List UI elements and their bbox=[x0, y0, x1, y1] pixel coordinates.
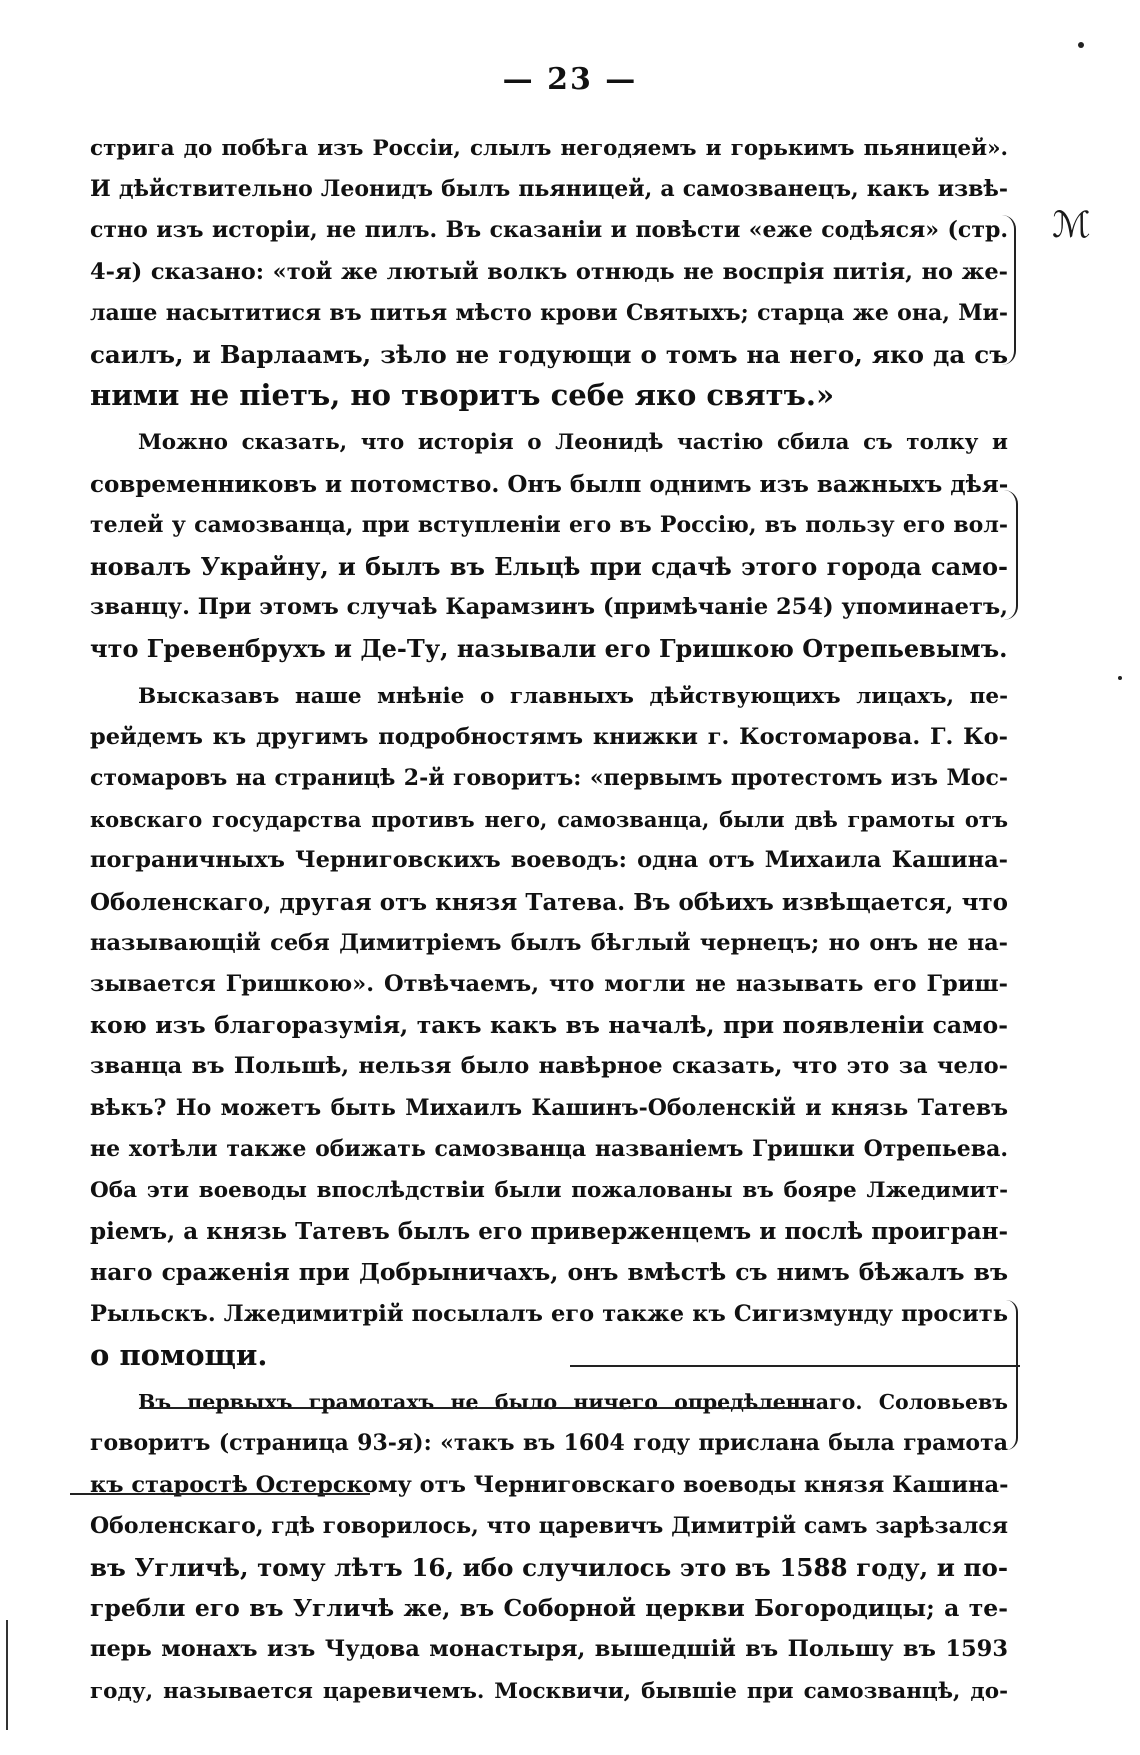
text-line: телей у самозванца, при вступленіи его въ Россію, въ пользу его вол- bbox=[90, 511, 1008, 538]
text-line: въ Угличѣ, тому лѣтъ 16, ибо случилось это въ 1588 году, и по- bbox=[90, 1552, 1008, 1582]
text-line: о помощи. bbox=[90, 1337, 268, 1372]
text-line: рейдемъ къ другимъ подробностямъ книжки г. Костомарова. Г. Ко- bbox=[90, 723, 1008, 750]
text-line: говоритъ (страница 93-я): «такъ въ 1604 году прислана была грамота bbox=[90, 1430, 1008, 1457]
text-line: стрига до побѣга изъ Россіи, слылъ негодяемъ и горькимъ пьяницей». bbox=[90, 136, 1008, 161]
paragraph-1 bbox=[90, 128, 1008, 416]
text-line: званца въ Польшѣ, нельзя было навѣрное сказать, что это за чело- bbox=[90, 1053, 1008, 1080]
text-line: званцу. При этомъ случаѣ Карамзинъ (примѣчаніе 254) упоминаетъ, bbox=[90, 594, 1008, 621]
margin-bracket-3 bbox=[1006, 1300, 1018, 1450]
text-line: не хотѣли также обижать самозванца названіемъ Гришки Отрепьева. bbox=[90, 1135, 1008, 1162]
scan-speck bbox=[1118, 676, 1122, 680]
page-number: — 23 — bbox=[502, 62, 638, 97]
text-line: стно изъ исторіи, не пилъ. Въ сказаніи и повѣсти «еже содѣяся» (стр. bbox=[90, 217, 1008, 244]
text-line: новалъ Украйну, и былъ въ Ельцѣ при сдачѣ этого города само- bbox=[90, 552, 1008, 582]
margin-bracket-1 bbox=[1000, 215, 1016, 365]
scan-speck bbox=[1078, 42, 1084, 48]
paragraph-4 bbox=[90, 1382, 1008, 1712]
text-line: вѣкъ? Но можетъ быть Михаилъ Кашинъ-Оболенскій и князь Татевъ bbox=[90, 1094, 1008, 1121]
text-line: лаше насытитися въ питья мѣсто крови Святыхъ; старца же она, Ми- bbox=[90, 299, 1008, 326]
text-line: году, называется царевичемъ. Москвичи, бывшіе при самозванцѣ, до- bbox=[90, 1678, 1008, 1704]
scan-edge-line bbox=[6, 1620, 8, 1730]
text-line: зывается Гришкою». Отвѣчаемъ, что могли не называть его Гриш- bbox=[90, 971, 1008, 998]
handwritten-underline bbox=[70, 1493, 370, 1495]
text-line: стомаровъ на страницѣ 2-й говоритъ: «первымъ протестомъ изъ Мос- bbox=[90, 765, 1008, 792]
paragraph-3 bbox=[90, 676, 1008, 1376]
text-line: къ старостѣ Остерскому отъ Черниговскаго воеводы князя Кашина- bbox=[90, 1471, 1009, 1498]
paragraph-2 bbox=[90, 422, 1008, 669]
text-line: пограничныхъ Черниговскихъ воеводъ: одна отъ Михаила Кашина- bbox=[90, 847, 1008, 874]
text-line: называющій себя Димитріемъ былъ бѣглый чернецъ; но онъ не на- bbox=[90, 929, 1008, 956]
text-line: Оболенскаго, другая отъ князя Татева. Въ обѣихъ извѣщается, что bbox=[90, 888, 1008, 916]
text-line: современниковъ и потомство. Онъ былп однимъ изъ важныхъ дѣя- bbox=[90, 470, 1009, 498]
text-line: перь монахъ изъ Чудова монастыря, вышедшій въ Польшу въ 1593 bbox=[90, 1636, 1008, 1663]
text-line: саилъ, и Варлаамъ, зѣло не годующи о томъ на него, яко да съ bbox=[90, 340, 1008, 370]
body-text bbox=[90, 128, 1008, 1718]
text-line: кою изъ благоразумія, такъ какъ въ началѣ, при появленіи само- bbox=[90, 1011, 1008, 1040]
text-line: 4-я) сказано: «той же лютый волкъ отнюдь не воспрія питія, но же- bbox=[90, 258, 1008, 285]
handwritten-underline bbox=[140, 1407, 810, 1409]
handwritten-margin-note: ℳ bbox=[1052, 205, 1091, 246]
handwritten-underline bbox=[570, 1365, 1020, 1367]
text-line: Высказавъ наше мнѣніе о главныхъ дѣйствующихъ лицахъ, пе- bbox=[138, 683, 1008, 709]
text-line: Рыльскъ. Лжедимитрій посылалъ его также къ Сигизмунду просить bbox=[90, 1300, 1008, 1327]
text-line: ковскаго государства противъ него, самозванца, были двѣ грамоты отъ bbox=[90, 807, 1008, 833]
text-line: ними не піетъ, но творитъ себе яко святъ.» bbox=[90, 378, 835, 413]
text-line: Оболенскаго, гдѣ говорилось, что царевичъ Димитрій самъ зарѣзался bbox=[90, 1512, 1008, 1539]
text-line: Можно сказать, что исторія о Леонидѣ частію сбила съ толку и bbox=[138, 430, 1008, 456]
text-line: Въ первыхъ грамотахъ не было ничего опредѣленнаго. Соловьевъ bbox=[138, 1390, 1008, 1415]
text-line: Оба эти воеводы впослѣдствіи были пожалованы въ бояре Лжедимит- bbox=[90, 1178, 1008, 1204]
text-line: гребли его въ Угличѣ же, въ Соборной церкви Богородицы; а те- bbox=[90, 1594, 1008, 1623]
text-line: ріемъ, а князь Татевъ былъ его приверженцемъ и послѣ проигран- bbox=[90, 1218, 1008, 1246]
text-line: что Гревенбрухъ и Де-Ту, называли его Гришкою Отрепьевымъ. bbox=[90, 634, 1008, 664]
text-line: И дѣйствительно Леонидъ былъ пьяницей, а самозванецъ, какъ извѣ- bbox=[90, 176, 1008, 203]
text-line: наго сраженія при Добрыничахъ, онъ вмѣстѣ съ нимъ бѣжалъ въ bbox=[90, 1258, 1008, 1287]
margin-bracket-2 bbox=[1004, 490, 1018, 620]
